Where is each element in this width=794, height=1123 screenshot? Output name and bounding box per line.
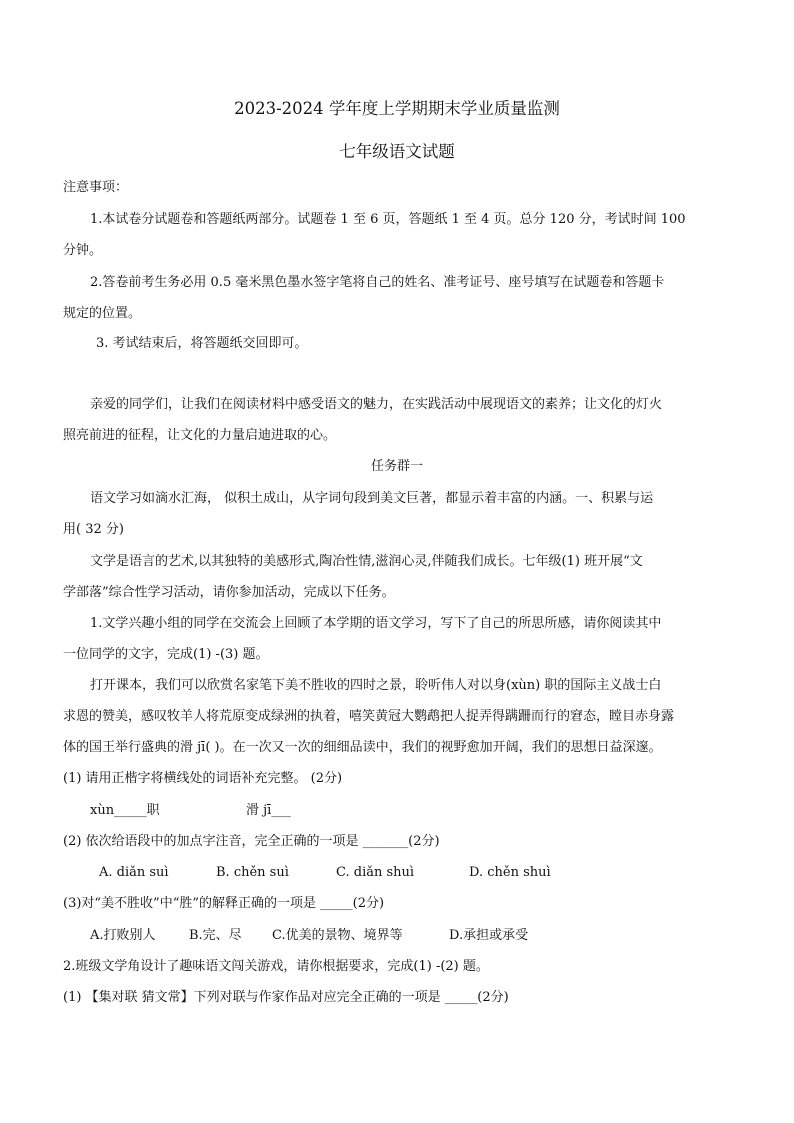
passage-line-2: 求恩的赞美，感叹牧羊人将荒原变成绿洲的执着，嘻笑黄冠大鹦鹉把人捉弄得蹒跚而行的窘态，瞠目赤身露 xyxy=(63,709,675,724)
option-1-3-b: B.完、尽 xyxy=(189,928,242,943)
option-1-2-d: D. chěn shuì xyxy=(469,865,551,880)
section1-line-2: 用( 32 分) xyxy=(63,522,124,537)
intro-line-2: 照亮前进的征程，让文化的力量启迪进取的心。 xyxy=(63,428,337,443)
task-group-heading: 任务群一 xyxy=(370,459,423,474)
option-1-3-c: C.优美的景物、境界等 xyxy=(272,928,403,943)
question-2-line-1: 2.班级文学角设计了趣味语文闯关游戏，请你根据要求，完成(1) -(2) 题。 xyxy=(63,959,489,974)
question-1-line-1: 1.文学兴趣小组的同学在交流会上回顾了本学期的语文学习，写下了自己的所思所感，请你阅读其中 xyxy=(90,616,662,631)
note-3: 3. 考试结束后，将答题纸交回即可。 xyxy=(96,336,308,351)
option-1-3-d: D.承担或承受 xyxy=(449,928,529,943)
question-1-2-prompt: (2) 依次给语段中的加点字注音，完全正确的一项是 _______(2分) xyxy=(63,834,440,849)
note-1-line-2: 分钟。 xyxy=(63,243,103,258)
exam-title: 2023-2024 学年度上学期期末学业质量监测 xyxy=(234,99,560,118)
question-2-1-prompt: (1) 【集对联 猜文常】下列对联与作家作品对应完全正确的一项是 _____(2分) xyxy=(63,990,509,1005)
option-1-3-a: A.打败别人 xyxy=(90,928,156,943)
intro-line-1: 亲爱的同学们，让我们在阅读材料中感受语文的魅力，在实践活动中展现语文的素养；让文化的灯火 xyxy=(90,397,663,412)
passage-line-3: 体的国王举行盛典的滑 jī( )。在一次又一次的细细品读中，我们的视野愈加开阔，我们的思想日益深邃。 xyxy=(63,740,662,755)
question-1-3-prompt: (3)对“美不胜收”中“胜”的解释正确的一项是 _____(2分) xyxy=(63,896,385,911)
note-2-line-1: 2.答卷前考生务必用 0.5 毫米黑色墨水签字笔将自己的姓名、准考证号、座号填写在试题卷和答题卡 xyxy=(90,275,665,290)
option-1-2-c: C. diǎn shuì xyxy=(336,865,415,880)
activity-line-2: 学部落”综合性学习活动，请你参加活动，完成以下任务。 xyxy=(63,585,395,600)
blank-xun-zhi: xùn_____职 xyxy=(90,803,160,818)
activity-line-1: 文学是语言的艺术,以其独特的美感形式,陶冶性情,滋润心灵,伴随我们成长。七年级(1) 班开展“文 xyxy=(90,554,643,569)
option-1-2-a: A. diǎn suì xyxy=(99,865,169,880)
note-2-line-2: 规定的位置。 xyxy=(63,306,142,321)
passage-line-1: 打开课本，我们可以欣赏名家笔下美不胜收的四时之景，聆听伟人对以身(xùn) 职的国际主义战士白 xyxy=(90,678,662,693)
option-1-2-b: B. chěn suì xyxy=(216,865,289,880)
note-1-line-1: 1.本试卷分试题卷和答题纸两部分。试题卷 1 至 6 页，答题纸 1 至 4 页。总分 120 分，考试时间 100 xyxy=(90,212,686,227)
exam-subtitle: 七年级语文试题 xyxy=(339,142,455,161)
blank-hua-ji: 滑 jī___ xyxy=(246,803,291,818)
section1-line-1: 语文学习如滴水汇海， 似积土成山，从字词句段到美文巨著，都显示着丰富的内涵。一、积累与运 xyxy=(90,491,654,506)
question-1-1-prompt: (1) 请用正楷字将横线处的词语补充完整。 (2分) xyxy=(63,771,343,786)
question-1-line-2: 一位同学的文字，完成(1) -(3) 题。 xyxy=(63,647,269,662)
notes-heading: 注意事项： xyxy=(63,180,129,195)
